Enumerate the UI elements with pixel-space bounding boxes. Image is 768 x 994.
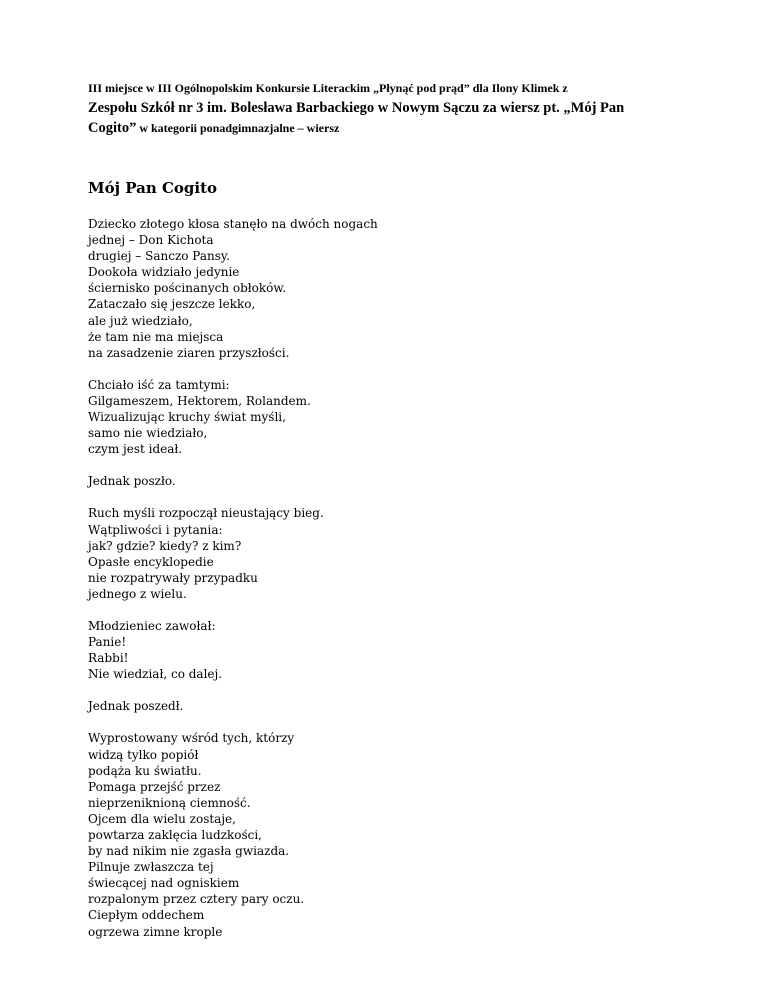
header-line-2: Zespołu Szkół nr 3 im. Bolesława Barbackiego w Nowym Sączu za wiersz pt. „Mój Pan <box>88 100 625 116</box>
poem-line: jednej – Don Kichota <box>88 233 214 248</box>
poem-line: samo nie wiedziało, <box>88 426 208 441</box>
poem-stanza <box>88 730 680 939</box>
poem-line: Młodzieniec zawołał: <box>88 618 216 633</box>
poem-line: podąża ku światłu. <box>88 763 202 778</box>
poem-stanza <box>88 377 680 457</box>
poem-line: jak? gdzie? kiedy? z kim? <box>88 538 242 553</box>
poem-line: drugiej – Sanczo Pansy. <box>88 249 230 264</box>
poem-line: Pilnuje zwłaszcza tej <box>88 860 214 875</box>
document-page <box>88 78 680 956</box>
poem-line: jednego z wielu. <box>88 586 187 601</box>
poem-line: Panie! <box>88 635 127 650</box>
poem-line: Wyprostowany wśród tych, którzy <box>88 731 295 746</box>
poem-line: Ojcem dla wielu zostaje, <box>88 811 236 826</box>
poem-line: Opasłe encyklopedie <box>88 554 214 569</box>
poem-line: Pomaga przejść przez <box>88 779 221 794</box>
poem-line: że tam nie ma miejsca <box>88 329 224 344</box>
poem-line: Jednak poszło. <box>88 474 176 489</box>
poem-line: ogrzewa zimne krople <box>88 924 223 939</box>
header-line-3-title-end: Cogito” <box>88 120 137 136</box>
poem-line: Ciepłym oddechem <box>88 908 205 923</box>
poem-line: powtarza zaklęcia ludzkości, <box>88 828 262 842</box>
poem-line: Dookoła widziało jedynie <box>88 265 240 280</box>
poem-stanza <box>88 473 680 489</box>
poem-line: Wątpliwości i pytania: <box>88 522 223 537</box>
poem-line: Chciało iść za tamtymi: <box>88 377 230 392</box>
poem-stanza <box>88 698 680 714</box>
poem-line: ściernisko pościnanych obłoków. <box>88 281 287 296</box>
poem-line: czym jest ideał. <box>88 442 183 457</box>
poem-line: Dziecko złotego kłosa stanęło na dwóch nogach <box>88 217 378 231</box>
poem-line: nie rozpatrywały przypadku <box>88 570 258 585</box>
poem-line: Ruch myśli rozpoczął nieustający bieg. <box>88 506 324 521</box>
poem-line: świecącej nad ogniskiem <box>88 876 240 891</box>
header-line-1: III miejsce w III Ogólnopolskim Konkursie Literackim „Płynąć pod prąd” dla Ilony Klimek z <box>88 81 568 95</box>
poem-line: Zataczało się jeszcze lekko, <box>88 297 256 312</box>
poem-stanza <box>88 618 680 682</box>
header-line-3 <box>88 118 680 138</box>
poem-title: Mój Pan Cogito <box>88 179 218 197</box>
poem-line: Jednak poszedł. <box>88 699 184 714</box>
poem-body <box>88 216 680 940</box>
poem-line: rozpalonym przez cztery pary oczu. <box>88 892 305 907</box>
poem-line: nieprzeniknioną ciemność. <box>88 795 251 810</box>
poem-line: Gilgameszem, Hektorem, Rolandem. <box>88 393 311 408</box>
poem-line: ale już wiedziało, <box>88 313 193 328</box>
poem-line: Wizualizując kruchy świat myśli, <box>88 410 286 425</box>
header-line-3-category: w kategorii ponadgimnazjalne – wiersz <box>136 121 340 135</box>
poem-stanza <box>88 505 680 602</box>
poem-stanza <box>88 216 680 361</box>
poem-line: Rabbi! <box>88 651 129 666</box>
poem-line: na zasadzenie ziaren przyszłości. <box>88 345 290 360</box>
poem-line: Nie wiedział, co dalej. <box>88 667 223 682</box>
poem-line: widzą tylko popiół <box>88 747 199 762</box>
award-header <box>88 78 680 138</box>
poem-line: by nad nikim nie zgasła gwiazda. <box>88 844 290 859</box>
